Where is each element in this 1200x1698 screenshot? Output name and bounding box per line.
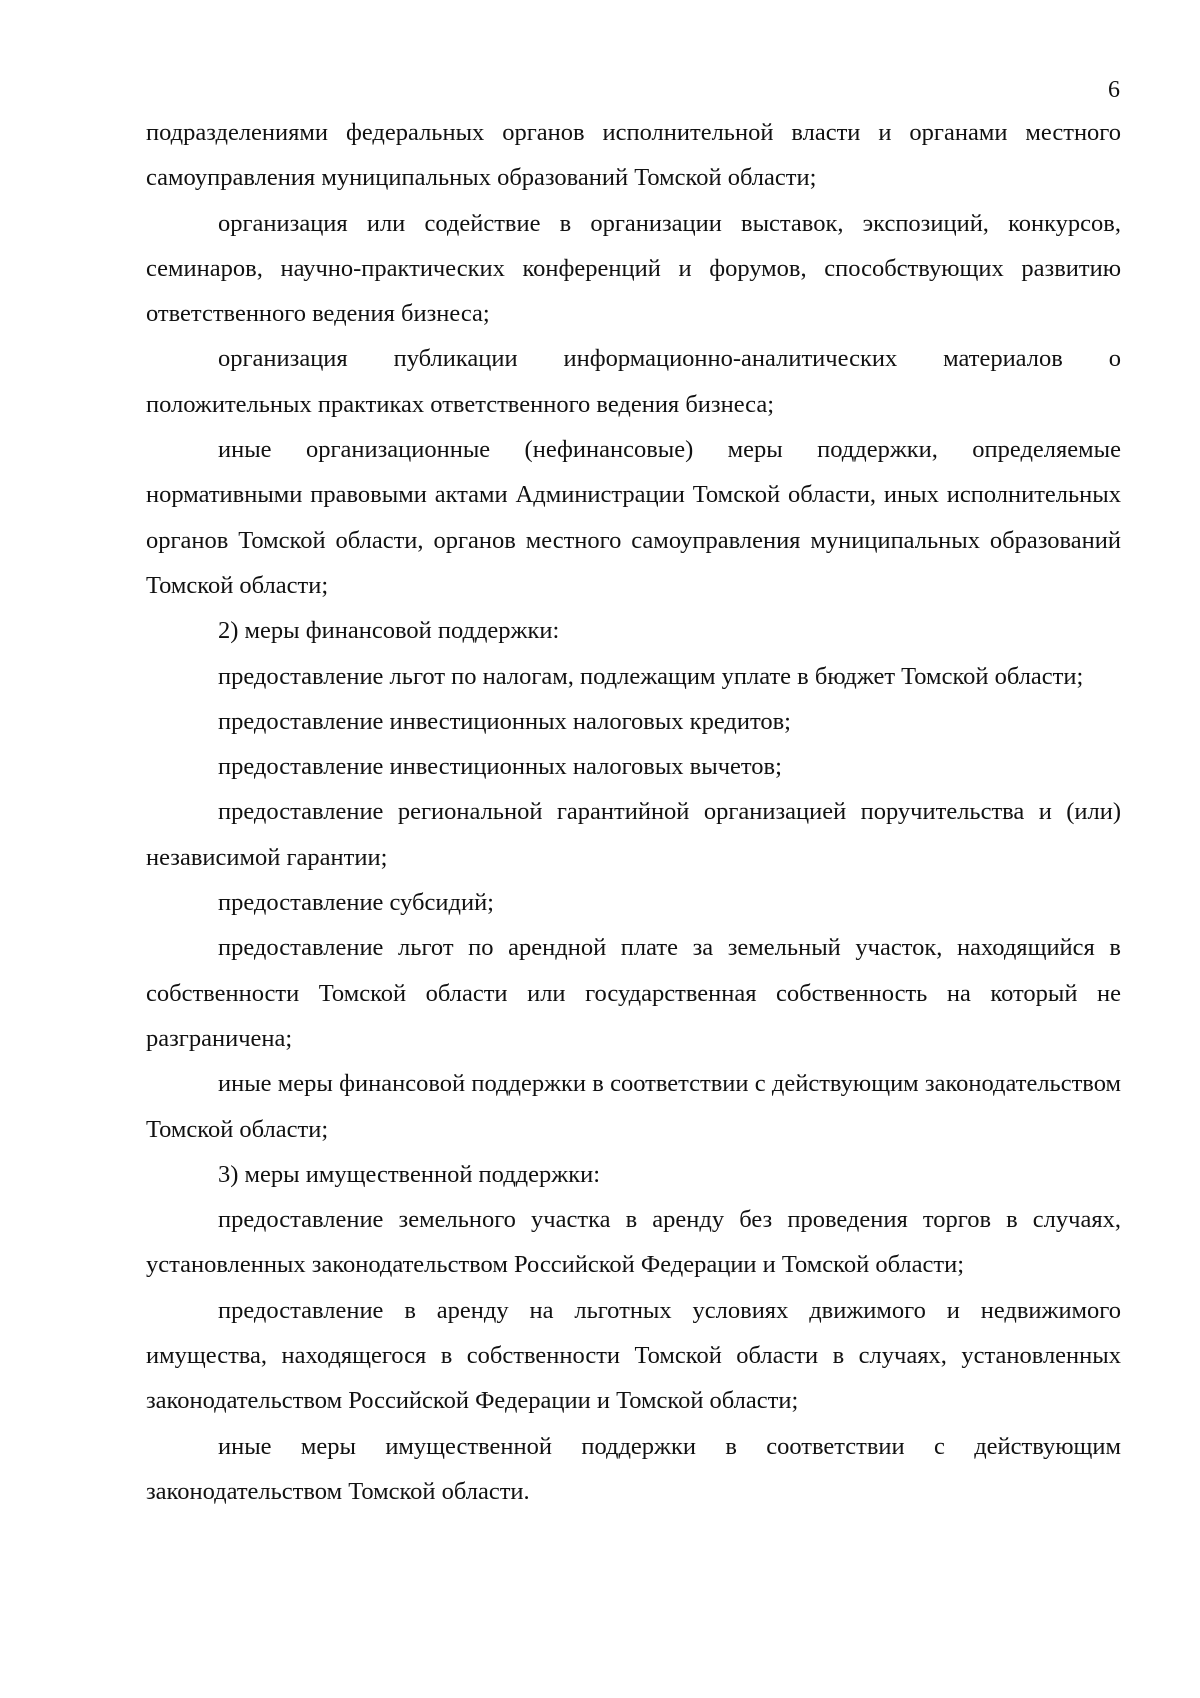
paragraph: предоставление инвестиционных налоговых вычетов;	[218, 753, 782, 781]
list-heading: 3) меры имущественной поддержки:	[218, 1160, 601, 1188]
paragraph: иные меры финансовой поддержки в соответствии с действующим законодательством Томской области;	[146, 1070, 1121, 1143]
paragraph: предоставление инвестиционных налоговых кредитов;	[218, 707, 791, 735]
page-number: 6	[1108, 77, 1120, 103]
paragraph: организация публикации информационно-аналитических материалов о положительных практиках ответственного ведения бизнеса;	[146, 345, 1121, 418]
paragraph: организация или содействие в организации выставок, экспозиций, конкурсов, семинаров, научно-практических конференций и форумов, способствующих развитию ответственного ведения бизнеса;	[146, 209, 1121, 328]
paragraph: предоставление земельного участка в аренду без проведения торгов в случаях, установленных законодательством Российской Федерации и Томской области;	[146, 1206, 1121, 1279]
paragraph: предоставление льгот по арендной плате за земельный участок, находящийся в собственности Томской области или государственная собственность на который не разграничена;	[146, 934, 1121, 1052]
paragraph: подразделениями федеральных органов исполнительной власти и органами местного самоуправления муниципальных образований Томской области;	[146, 119, 1121, 192]
list-heading: 2) меры финансовой поддержки:	[218, 617, 560, 645]
paragraph: иные организационные (нефинансовые) меры поддержки, определяемые нормативными правовыми актами Администрации Томской области, иных исполнительных органов Томской области, органов местного самоуправления муниципальных образований Томской области;	[146, 436, 1121, 599]
paragraph: предоставление региональной гарантийной организацией поручительства и (или) независимой гарантии;	[146, 798, 1121, 871]
document-body	[146, 110, 1121, 1514]
paragraph: иные меры имущественной поддержки в соответствии с действующим законодательством Томской области.	[146, 1432, 1121, 1505]
paragraph: предоставление субсидий;	[218, 889, 494, 917]
paragraph: предоставление льгот по налогам, подлежащим уплате в бюджет Томской области;	[218, 662, 1084, 690]
paragraph: предоставление в аренду на льготных условиях движимого и недвижимого имущества, находящегося в собственности Томской области в случаях, установленных законодательством Российской Федерации и Томской области;	[146, 1296, 1121, 1415]
